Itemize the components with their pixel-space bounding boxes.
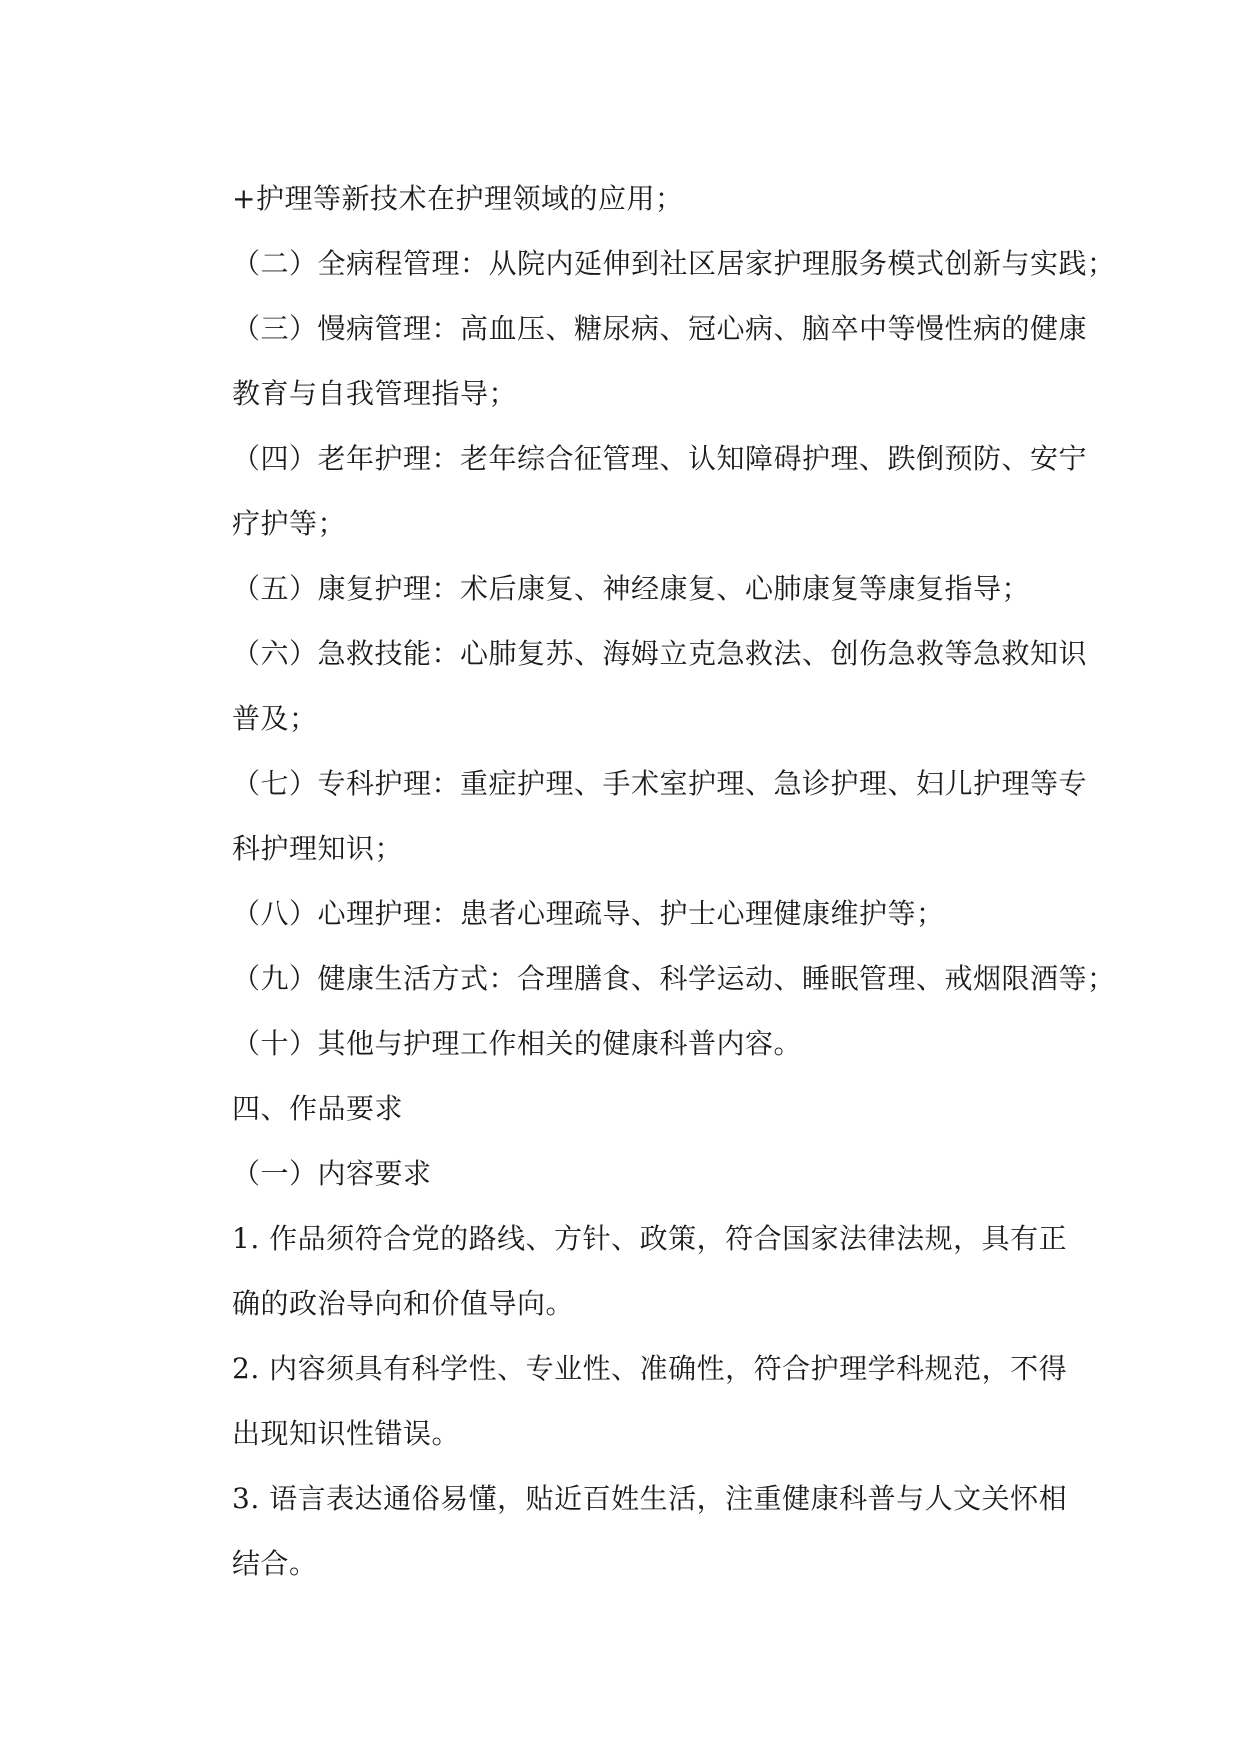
text-line: （五）康复护理：术后康复、神经康复、心肺康复等康复指导； [232,572,1031,605]
text-line: （八）心理护理：患者心理疏导、护士心理健康维护等； [232,897,945,930]
text-line: （九）健康生活方式：合理膳食、科学运动、睡眠管理、戒烟限酒等； [232,962,1116,995]
text-line: 3. 语言表达通俗易懂，贴近百姓生活，注重健康科普与人文关怀相 [232,1482,1068,1515]
text-line: 教育与自我管理指导； [232,377,518,410]
text-line: （六）急救技能：心肺复苏、海姆立克急救法、创伤急救等急救知识 [232,637,1088,670]
text-line: +护理等新技术在护理领域的应用； [232,182,684,215]
document-body [232,166,1116,1596]
text-line: 疗护等； [232,507,347,540]
text-line: 科护理知识； [232,832,404,865]
text-line: 普及； [232,702,318,735]
text-line: （二）全病程管理：从院内延伸到社区居家护理服务模式创新与实践； [232,247,1116,280]
text-line: 结合。 [232,1547,318,1580]
text-line: （四）老年护理：老年综合征管理、认知障碍护理、跌倒预防、安宁 [232,442,1088,475]
text-line: 1. 作品须符合党的路线、方针、政策，符合国家法律法规，具有正 [232,1222,1068,1255]
text-line: （十）其他与护理工作相关的健康科普内容。 [232,1027,803,1060]
text-line: （三）慢病管理：高血压、糖尿病、冠心病、脑卒中等慢性病的健康 [232,312,1088,345]
text-line: 2. 内容须具有科学性、专业性、准确性，符合护理学科规范，不得 [232,1352,1068,1385]
text-line: 出现知识性错误。 [232,1417,461,1450]
text-line: （七）专科护理：重症护理、手术室护理、急诊护理、妇儿护理等专 [232,767,1088,800]
subsection-heading: （一）内容要求 [232,1157,432,1190]
text-line: 确的政治导向和价值导向。 [232,1287,575,1320]
section-heading: 四、作品要求 [232,1092,404,1125]
